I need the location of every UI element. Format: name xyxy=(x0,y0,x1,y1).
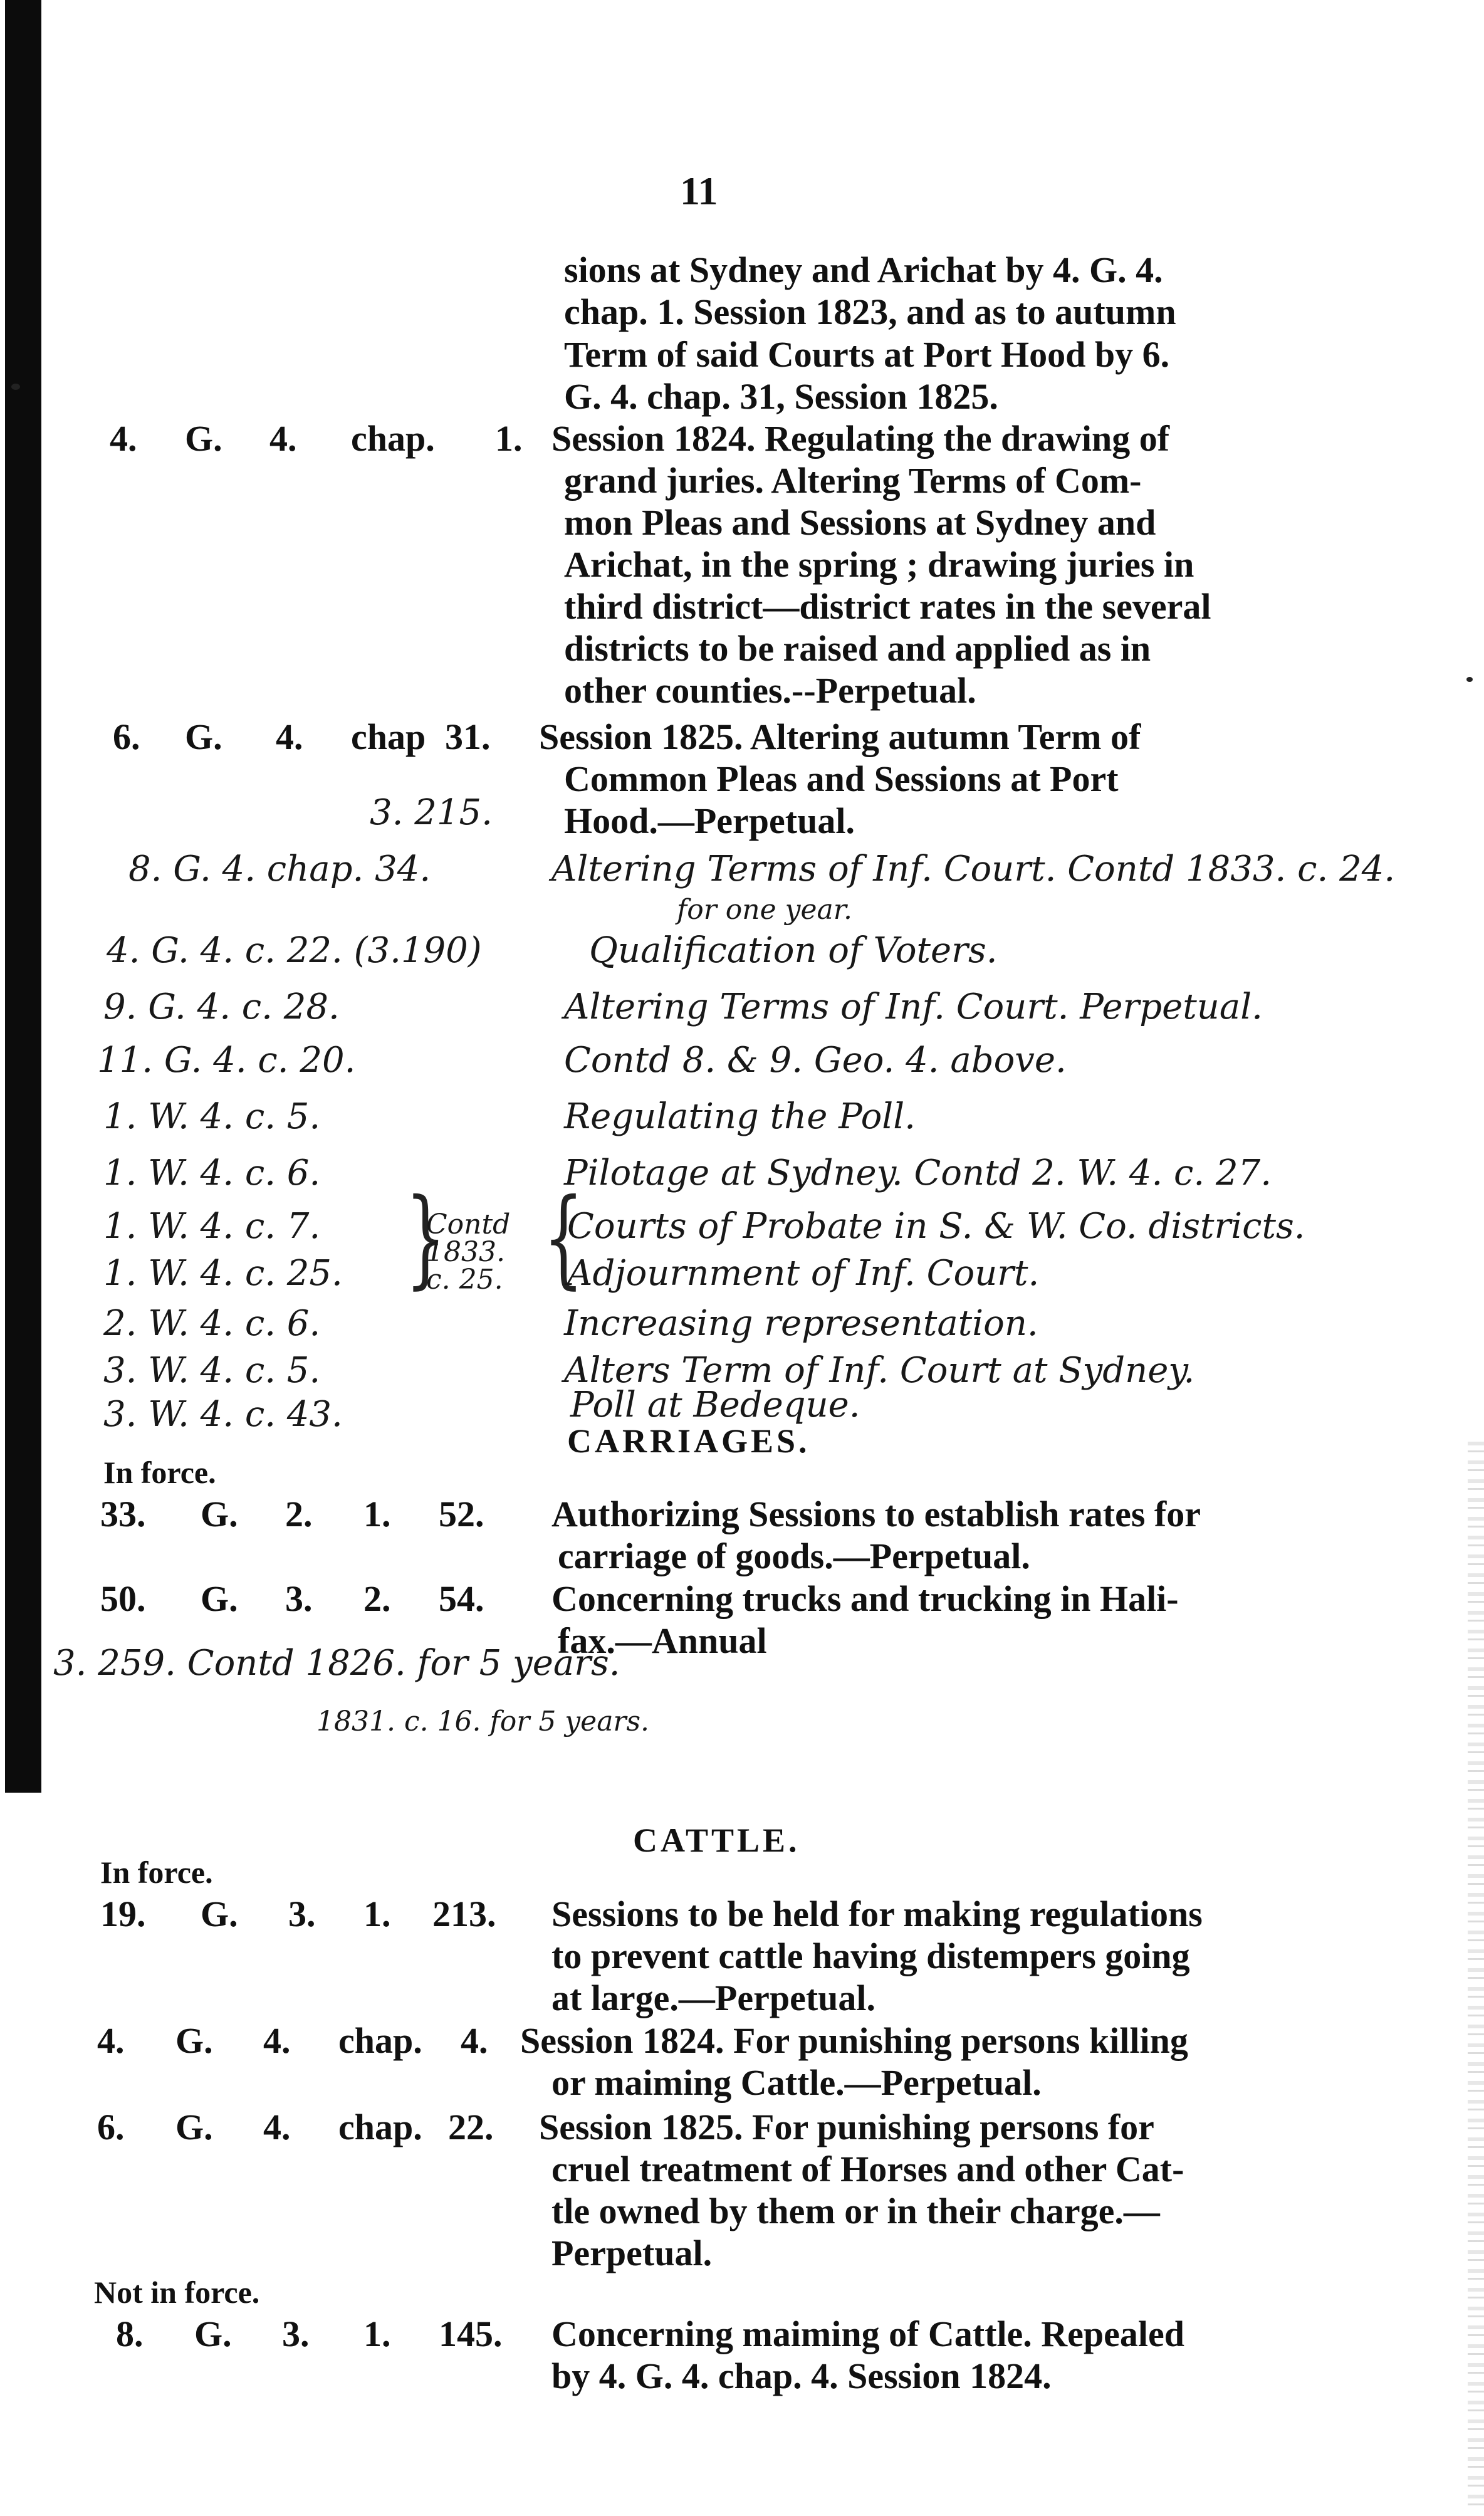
citation-reign: G. xyxy=(201,1494,238,1534)
handwritten-note: 4. G. 4. c. 22. (3.190) xyxy=(107,930,482,971)
text-line: Concerning trucks and trucking in Hali- xyxy=(551,1578,1179,1619)
handwritten-note: 8. G. 4. chap. 34. xyxy=(128,849,431,889)
text-line: Arichat, in the spring ; drawing juries in xyxy=(564,544,1194,585)
handwritten-note: 1. W. 4. c. 6. xyxy=(103,1153,321,1193)
citation-reign: G. xyxy=(175,2107,213,2147)
handwritten-note: Altering Terms of Inf. Court. Perpetual. xyxy=(564,987,1263,1027)
text-line: cruel treatment of Horses and other Cat- xyxy=(551,2149,1184,2189)
citation-year: 50. xyxy=(100,1578,146,1619)
text-line: Sessions to be held for making regulations xyxy=(551,1894,1203,1934)
handwritten-note: for one year. xyxy=(677,894,852,926)
citation-number: 4. xyxy=(276,716,303,757)
handwritten-note: 1. W. 4. c. 25. xyxy=(103,1253,343,1294)
handwritten-note: Courts of Probate in S. & W. Co. districts. xyxy=(567,1206,1305,1247)
citation-session: 1. xyxy=(363,2314,391,2354)
handwritten-note: Qualification of Voters. xyxy=(589,930,998,971)
citation-chapter-number: 31. xyxy=(445,716,491,757)
citation-chapter-number: 145. xyxy=(439,2314,503,2354)
citation-year: 6. xyxy=(113,716,140,757)
page-number: 11 xyxy=(680,169,718,213)
citation-reign: G. xyxy=(185,716,222,757)
status-label: In force. xyxy=(100,1855,213,1890)
text-line: Hood.—Perpetual. xyxy=(564,800,855,841)
text-line: mon Pleas and Sessions at Sydney and xyxy=(564,502,1156,543)
handwritten-note: Contd 8. & 9. Geo. 4. above. xyxy=(564,1040,1067,1081)
citation-year: 19. xyxy=(100,1894,146,1934)
citation-chapter-number: 22. xyxy=(448,2107,494,2147)
text-line: or maiming Cattle.—Perpetual. xyxy=(551,2062,1042,2103)
citation-reign: G. xyxy=(201,1894,238,1934)
citation-chapter-number: 1. xyxy=(495,418,523,459)
handwritten-note: 3. 215. xyxy=(370,792,493,833)
citation-chapter-number: 213. xyxy=(432,1894,496,1934)
section-heading-carriages: CARRIAGES. xyxy=(567,1422,810,1460)
citation-number: 4. xyxy=(263,2020,291,2061)
citation-chap: chap. xyxy=(338,2020,422,2061)
left-margin-bar xyxy=(5,0,41,1793)
citation-year: 6. xyxy=(97,2107,125,2147)
text-line: Common Pleas and Sessions at Port xyxy=(564,758,1119,799)
citation-reign: G. xyxy=(185,418,222,459)
handwritten-note: Altering Terms of Inf. Court. Contd 1833. c. 24. xyxy=(551,849,1396,889)
handwritten-note: 2. W. 4. c. 6. xyxy=(103,1303,321,1344)
citation-chap: chap. xyxy=(351,418,435,459)
text-line: chap. 1. Session 1823, and as to autumn xyxy=(564,291,1176,332)
citation-number: 3. xyxy=(288,1894,316,1934)
text-line: fax.—Annual xyxy=(558,1620,767,1661)
citation-reign: G. xyxy=(201,1578,238,1619)
section-heading-cattle: CATTLE. xyxy=(633,1821,800,1859)
handwritten-note: Regulating the Poll. xyxy=(564,1096,916,1137)
handwritten-note: Adjournment of Inf. Court. xyxy=(567,1253,1040,1294)
citation-chap: chap xyxy=(351,716,426,757)
text-line: Concerning maiming of Cattle. Repealed xyxy=(551,2314,1185,2354)
text-line: Session 1824. For punishing persons killing xyxy=(520,2020,1188,2061)
text-line: Term of said Courts at Port Hood by 6. xyxy=(564,334,1170,375)
handwritten-note: 11. G. 4. c. 20. xyxy=(97,1040,356,1081)
handwritten-note: 1. W. 4. c. 7. xyxy=(103,1206,321,1247)
handwritten-note: Alters Term of Inf. Court at Sydney. xyxy=(564,1350,1195,1391)
text-line: Session 1825. For punishing persons for xyxy=(539,2107,1154,2147)
text-line: Perpetual. xyxy=(551,2233,713,2273)
handwritten-note: Pilotage at Sydney. Contd 2. W. 4. c. 27. xyxy=(564,1153,1272,1193)
citation-session: 1. xyxy=(363,1894,391,1934)
citation-session: 1. xyxy=(363,1494,391,1534)
citation-reign: G. xyxy=(194,2314,232,2354)
status-label: Not in force. xyxy=(94,2275,260,2310)
citation-chapter-number: 52. xyxy=(439,1494,484,1534)
handwritten-note: Poll at Bedeque. xyxy=(570,1385,860,1425)
text-line: grand juries. Altering Terms of Com- xyxy=(564,460,1142,501)
text-line: G. 4. chap. 31, Session 1825. xyxy=(564,376,998,417)
ink-speck xyxy=(11,384,20,390)
text-line: at large.—Perpetual. xyxy=(551,1978,876,2018)
citation-number: 4. xyxy=(269,418,297,459)
citation-number: 3. xyxy=(285,1578,313,1619)
citation-chap: chap. xyxy=(338,2107,422,2147)
text-line: carriage of goods.—Perpetual. xyxy=(558,1536,1030,1576)
text-line: other counties.--Perpetual. xyxy=(564,670,976,711)
ink-speck xyxy=(1466,677,1473,682)
text-line: Session 1825. Altering autumn Term of xyxy=(539,716,1141,757)
brace-mark: { xyxy=(543,1176,584,1300)
citation-chapter-number: 54. xyxy=(439,1578,484,1619)
citation-year: 8. xyxy=(116,2314,144,2354)
handwritten-note: Contd 1833. c. 25. xyxy=(426,1208,511,1296)
status-label: In force. xyxy=(103,1455,216,1490)
handwritten-note: 1831. c. 16. for 5 years. xyxy=(316,1706,650,1738)
text-line: to prevent cattle having distempers going xyxy=(551,1936,1190,1976)
citation-number: 3. xyxy=(282,2314,310,2354)
handwritten-note: 3. W. 4. c. 5. xyxy=(103,1350,321,1391)
text-line: by 4. G. 4. chap. 4. Session 1824. xyxy=(551,2356,1052,2396)
citation-number: 4. xyxy=(263,2107,291,2147)
text-line: districts to be raised and applied as in xyxy=(564,628,1151,669)
text-line: sions at Sydney and Arichat by 4. G. 4. xyxy=(564,249,1163,290)
handwritten-note: 3. W. 4. c. 43. xyxy=(103,1394,343,1435)
handwritten-note: 3. 259. Contd 1826. for 5 years. xyxy=(53,1643,620,1684)
handwritten-note: Increasing representation. xyxy=(564,1303,1038,1344)
citation-number: 2. xyxy=(285,1494,313,1534)
text-line: Authorizing Sessions to establish rates for xyxy=(551,1494,1201,1534)
text-line: tle owned by them or in their charge.— xyxy=(551,2191,1160,2231)
paper-edge xyxy=(1468,1442,1484,2507)
text-line: Session 1824. Regulating the drawing of xyxy=(551,418,1170,459)
citation-chapter-number: 4. xyxy=(461,2020,488,2061)
citation-session: 2. xyxy=(363,1578,391,1619)
text-line: third district—district rates in the several xyxy=(564,586,1211,627)
citation-reign: G. xyxy=(175,2020,213,2061)
citation-year: 4. xyxy=(97,2020,125,2061)
brace-mark: } xyxy=(405,1176,446,1300)
handwritten-note: 9. G. 4. c. 28. xyxy=(103,987,340,1027)
citation-year: 33. xyxy=(100,1494,146,1534)
handwritten-note: 1. W. 4. c. 5. xyxy=(103,1096,321,1137)
citation-year: 4. xyxy=(110,418,137,459)
